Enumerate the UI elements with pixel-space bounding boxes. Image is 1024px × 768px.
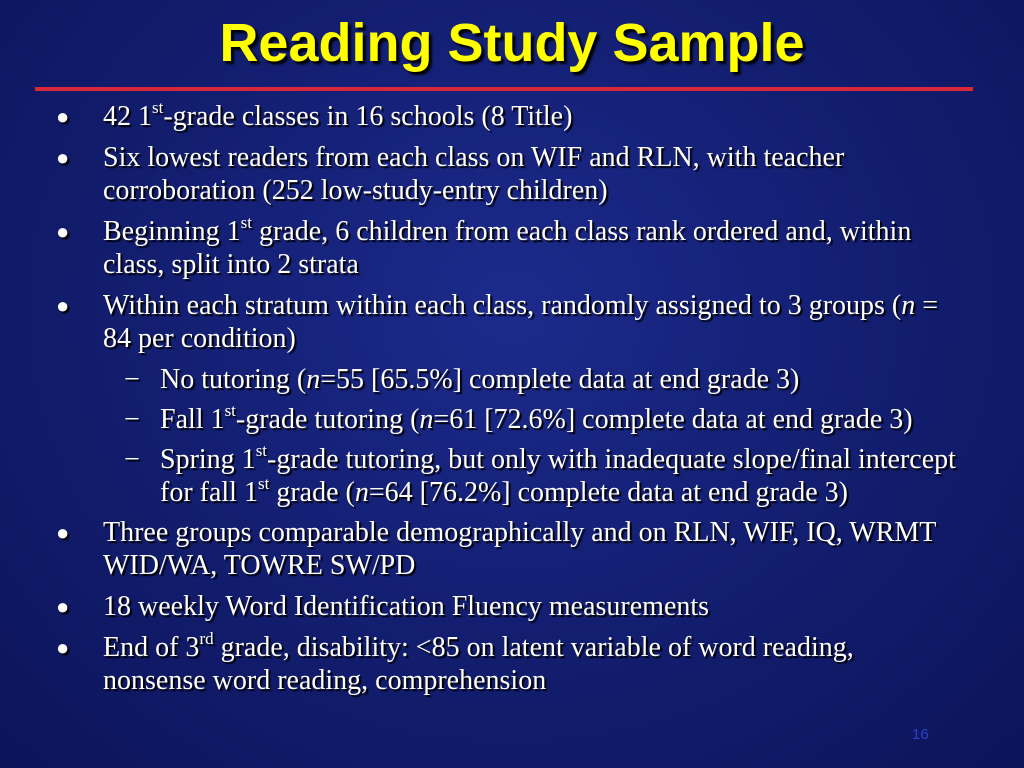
ordinal-suffix: st xyxy=(224,400,236,420)
text-segment: End of 3 xyxy=(103,632,200,663)
title-divider xyxy=(35,87,973,91)
text-segment: 18 weekly Word Identification Fluency measurements xyxy=(103,591,710,622)
bullet-item xyxy=(0,628,963,697)
ordinal-suffix: st xyxy=(257,473,270,493)
bullet-dot-icon: ● xyxy=(56,635,70,660)
bullet-item xyxy=(0,212,963,281)
text-segment: Three groups comparable demographically and on RLN, WIF, IQ, WRMT WID/WA, TOWRE SW/PD xyxy=(103,517,936,581)
bullet-dot-icon: ● xyxy=(56,104,70,129)
ordinal-suffix: st xyxy=(255,440,268,460)
bullet-text xyxy=(103,97,573,132)
ordinal-suffix: st xyxy=(152,97,164,117)
bullet-dot-icon: ● xyxy=(56,219,70,244)
ordinal-suffix: st xyxy=(240,212,253,232)
text-segment: grade, 6 children from each class rank ordered and, within class, split into 2 strata xyxy=(103,216,912,280)
italic-variable: n xyxy=(354,477,369,508)
bullet-text xyxy=(160,400,913,435)
text-segment: Spring 1 xyxy=(160,444,256,475)
dash-marker-icon: − xyxy=(124,364,140,395)
bullet-text xyxy=(160,440,956,508)
text-segment: 42 1 xyxy=(103,101,152,132)
text-segment: Beginning 1 xyxy=(103,216,241,247)
bullet-text xyxy=(103,290,938,354)
ordinal-suffix: rd xyxy=(199,628,214,648)
slide-number: 16 xyxy=(912,726,929,743)
bullet-item xyxy=(0,141,963,207)
dash-marker-icon: − xyxy=(124,404,140,435)
italic-variable: n xyxy=(306,364,321,395)
sub-bullet-item xyxy=(0,400,965,436)
text-segment: Fall 1 xyxy=(160,404,225,435)
bullet-text xyxy=(103,212,912,280)
text-segment: -grade tutoring, but only with inadequate slope/final intercept for fall 1 xyxy=(160,444,956,508)
text-segment: -grade tutoring ( xyxy=(235,404,420,435)
text-segment: grade, disability: <85 on latent variable of word reading, nonsense word reading, comprehension xyxy=(103,632,854,696)
bullet-text xyxy=(103,517,936,581)
sub-bullet-item xyxy=(0,440,965,509)
bullet-dot-icon: ● xyxy=(56,145,70,170)
text-segment: grade ( xyxy=(269,477,355,508)
bullet-list xyxy=(0,97,1024,705)
text-segment: =61 [72.6%] complete data at end grade 3) xyxy=(433,404,913,435)
text-segment: No tutoring ( xyxy=(160,364,307,395)
bullet-text xyxy=(103,628,854,696)
text-segment: Six lowest readers from each class on WIF and RLN, with teacher corroboration (252 low-study-entry children) xyxy=(103,142,845,206)
text-segment: Within each stratum within each class, randomly assigned to 3 groups ( xyxy=(103,290,902,321)
bullet-item xyxy=(0,590,963,623)
text-segment: = 84 per condition) xyxy=(103,290,939,354)
bullet-dot-icon: ● xyxy=(56,293,70,318)
sub-bullet-item xyxy=(0,363,965,396)
bullet-item xyxy=(0,97,963,133)
bullet-dot-icon: ● xyxy=(56,594,70,619)
bullet-item xyxy=(0,289,963,355)
bullet-text xyxy=(160,364,799,395)
bullet-dot-icon: ● xyxy=(56,520,70,545)
text-segment: =64 [76.2%] complete data at end grade 3) xyxy=(368,477,848,508)
bullet-text xyxy=(103,591,709,622)
italic-variable: n xyxy=(901,290,916,321)
slide-title: Reading Study Sample xyxy=(219,13,805,73)
dash-marker-icon: − xyxy=(124,444,140,475)
bullet-text xyxy=(103,142,844,206)
italic-variable: n xyxy=(419,404,434,435)
text-segment: -grade classes in 16 schools (8 Title) xyxy=(163,101,573,132)
text-segment: =55 [65.5%] complete data at end grade 3) xyxy=(320,364,800,395)
bullet-item xyxy=(0,516,963,582)
